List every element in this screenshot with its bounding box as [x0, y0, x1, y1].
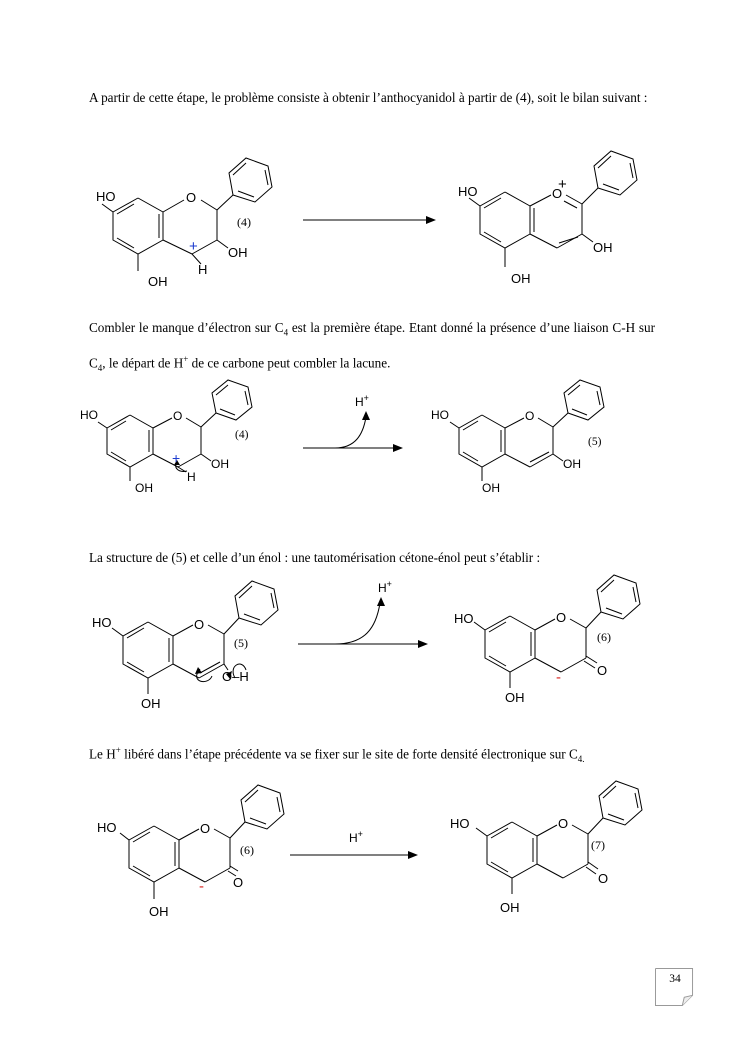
atom-ho: HO [450, 816, 470, 831]
atom-oh: OH [505, 690, 525, 705]
compound-label: (6) [240, 843, 254, 857]
arrow-head-icon [418, 640, 428, 648]
subscript: 4 [97, 362, 103, 373]
proton-release-arrow [335, 417, 366, 448]
atom-oh: OH [148, 274, 168, 289]
carbanion-charge: - [199, 878, 204, 895]
atom-oh: OH [149, 904, 169, 919]
paragraph-intro-text: A partir de cette étape, le problème consiste à obtenir l’anthocyanidol à partir de (4), soit le bilan suivant : [89, 90, 648, 105]
oxonium-charge: + [558, 176, 567, 193]
atom-oh: OH [141, 696, 161, 711]
atom-o: O [556, 610, 567, 625]
atom-o: O [558, 816, 569, 831]
paragraph-step1 [89, 315, 655, 381]
text: de ce carbone peut combler la lacune. [188, 355, 391, 371]
page-number: 34 [669, 973, 681, 985]
superscript: + [115, 745, 121, 755]
atom-oh: OH [511, 271, 531, 286]
proton-charge: + [386, 579, 392, 589]
scheme-2 [0, 375, 745, 505]
atom-ho: HO [454, 611, 474, 626]
text: , le départ de H [102, 355, 184, 371]
curved-arrow-head-icon [195, 667, 202, 674]
atom-o: O [194, 617, 205, 632]
subscript: 4. [577, 754, 585, 765]
atom-h: H [198, 262, 208, 277]
proton-h: H [349, 831, 358, 845]
atom-o: O [525, 409, 535, 423]
atom-ketone-o: O [233, 875, 244, 890]
atom-ketone-o: O [597, 663, 608, 678]
carbocation-charge: + [189, 238, 198, 255]
text: libéré dans l’étape précédente va se fixer sur le site de forte densité électronique sur C [120, 746, 578, 762]
compound-label: (4) [235, 429, 249, 441]
paragraph-step2 [89, 545, 655, 571]
compound-label: (4) [237, 215, 251, 229]
atom-ho: HO [80, 408, 98, 422]
atom-o: O [200, 821, 211, 836]
subscript: 4 [283, 327, 289, 338]
molecule-7 [476, 781, 642, 894]
atom-ho: HO [96, 189, 116, 204]
superscript: + [183, 353, 189, 364]
atom-ho: HO [92, 615, 112, 630]
atom-oh: OH [135, 481, 153, 495]
molecule-5 [112, 581, 278, 694]
paragraph-step3 [89, 737, 669, 772]
atom-ketone-o: O [598, 871, 609, 886]
scheme-4 [0, 770, 745, 930]
arrow-head-icon [362, 411, 370, 420]
atom-oh: OH [500, 900, 520, 915]
text: Le H [89, 746, 116, 762]
atom-o: O [173, 409, 183, 423]
proton [378, 579, 392, 595]
atom-oh: OH [228, 245, 248, 260]
proton-h: H [378, 581, 387, 595]
atom-o-h: O–H [222, 669, 249, 684]
compound-label: (7) [591, 838, 605, 852]
proton-charge: + [363, 393, 369, 403]
paragraph-step2-text: La structure de (5) et celle d’un énol : une tautomérisation cétone-énol peut s’établir : [89, 550, 541, 565]
text: est la première étape. Etant donné la présence d’une liaison C-H sur C [89, 320, 655, 371]
proton-release-arrow [335, 603, 380, 644]
proton-charge: + [357, 829, 363, 839]
text: Combler le manque d’électron sur C [89, 320, 284, 335]
atom-o: O [186, 190, 197, 205]
scheme-3 [0, 570, 745, 720]
arrow-head-icon [408, 851, 418, 859]
carbocation-charge: + [172, 450, 181, 466]
arrow-head-icon [377, 597, 385, 606]
atom-h: H [187, 470, 196, 484]
compound-label: (5) [234, 636, 248, 650]
carbanion-charge: - [556, 669, 561, 686]
atom-o: O [552, 186, 563, 201]
compound-label: (6) [597, 630, 611, 644]
arrow-head-icon [393, 444, 403, 452]
atom-oh: OH [593, 240, 613, 255]
atom-ho: HO [97, 820, 117, 835]
paragraph-intro [89, 85, 655, 111]
scheme-1 [0, 140, 745, 300]
atom-ho: HO [431, 408, 449, 422]
compound-label: (5) [588, 436, 602, 448]
proton [355, 393, 369, 409]
proton [349, 829, 363, 845]
atom-oh: OH [211, 457, 229, 471]
atom-oh: OH [563, 457, 581, 471]
atom-oh: OH [482, 481, 500, 495]
arrow-head-icon [426, 216, 436, 224]
atom-ho: HO [458, 184, 478, 199]
proton-h: H [355, 395, 364, 409]
